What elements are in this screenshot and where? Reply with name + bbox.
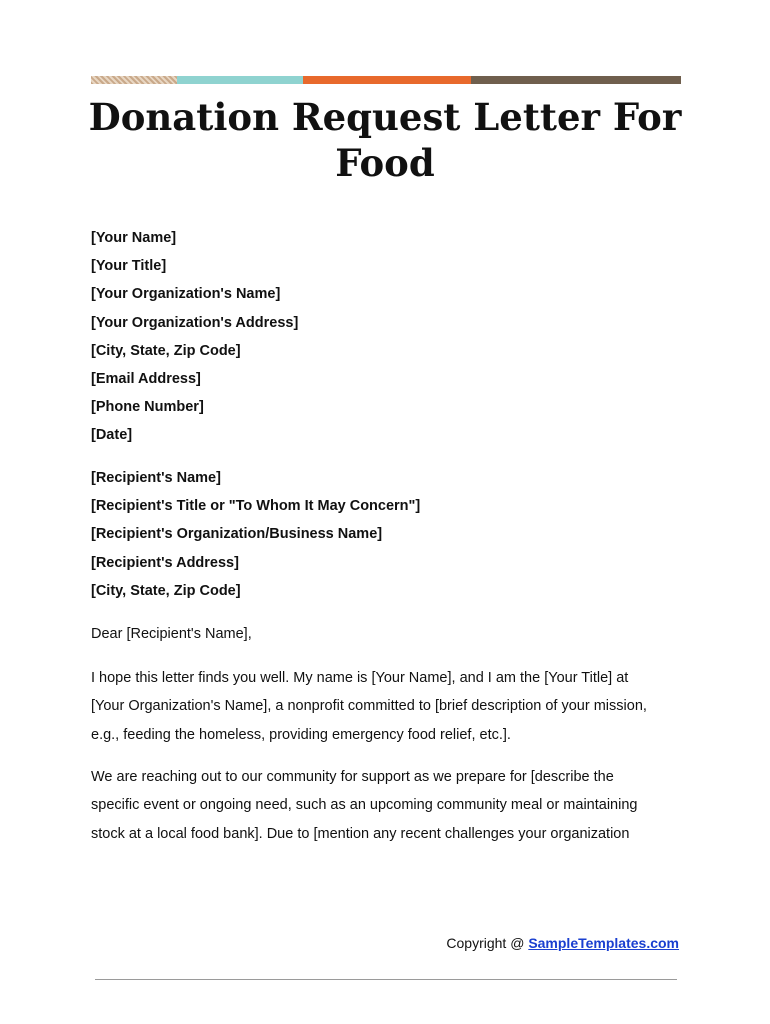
sender-organization-address: [Your Organization's Address] [91, 314, 299, 331]
sender-name: [Your Name] [91, 230, 177, 246]
paragraph-line: stock at a local food bank]. Due to [mention any recent challenges your organization [91, 825, 630, 842]
paragraph-line: I hope this letter finds you well. My name is [Your Name], and I am the [Your Title] at [91, 670, 629, 686]
copyright-footer [446, 935, 679, 951]
color-bar-segment-1 [91, 76, 177, 84]
paragraph-line: specific event or ongoing need, such as an upcoming community meal or maintaining [91, 797, 638, 814]
color-bar-segment-4 [471, 76, 681, 84]
recipient-city-state-zip: [City, State, Zip Code] [91, 582, 241, 599]
sender-address-block [91, 228, 691, 454]
body-paragraph-1 [91, 668, 691, 753]
color-bar-segment-2 [177, 76, 303, 84]
paragraph-line: [Your Organization's Name], a nonprofit committed to [brief description of your mission, [91, 698, 647, 715]
recipient-name: [Recipient's Name] [91, 470, 221, 486]
sampletemplates-link[interactable]: SampleTemplates.com [528, 935, 679, 951]
recipient-address: [Recipient's Address] [91, 554, 239, 571]
salutation [91, 624, 691, 652]
sender-title: [Your Title] [91, 258, 167, 275]
recipient-address-block [91, 468, 691, 609]
body-paragraph-2 [91, 767, 691, 852]
salutation-text: Dear [Recipient's Name], [91, 626, 252, 642]
sender-phone: [Phone Number] [91, 399, 204, 416]
paragraph-line: We are reaching out to our community for support as we prepare for [describe the [91, 769, 614, 785]
recipient-organization: [Recipient's Organization/Business Name] [91, 526, 383, 543]
copyright-text: Copyright @ [446, 935, 529, 951]
paragraph-line: e.g., feeding the homeless, providing emergency food relief, etc.]. [91, 726, 511, 743]
sender-city-state-zip: [City, State, Zip Code] [91, 342, 241, 359]
footer-divider [95, 979, 677, 980]
decorative-color-bar [91, 76, 681, 84]
letter-date: [Date] [91, 427, 133, 444]
title-line-1: Donation Request Letter For [88, 95, 682, 139]
sender-email: [Email Address] [91, 370, 201, 387]
document-title [60, 94, 710, 186]
sender-organization: [Your Organization's Name] [91, 286, 281, 303]
color-bar-segment-3 [303, 76, 471, 84]
title-line-2: Food [335, 141, 435, 185]
recipient-title: [Recipient's Title or "To Whom It May Concern"] [91, 498, 421, 515]
